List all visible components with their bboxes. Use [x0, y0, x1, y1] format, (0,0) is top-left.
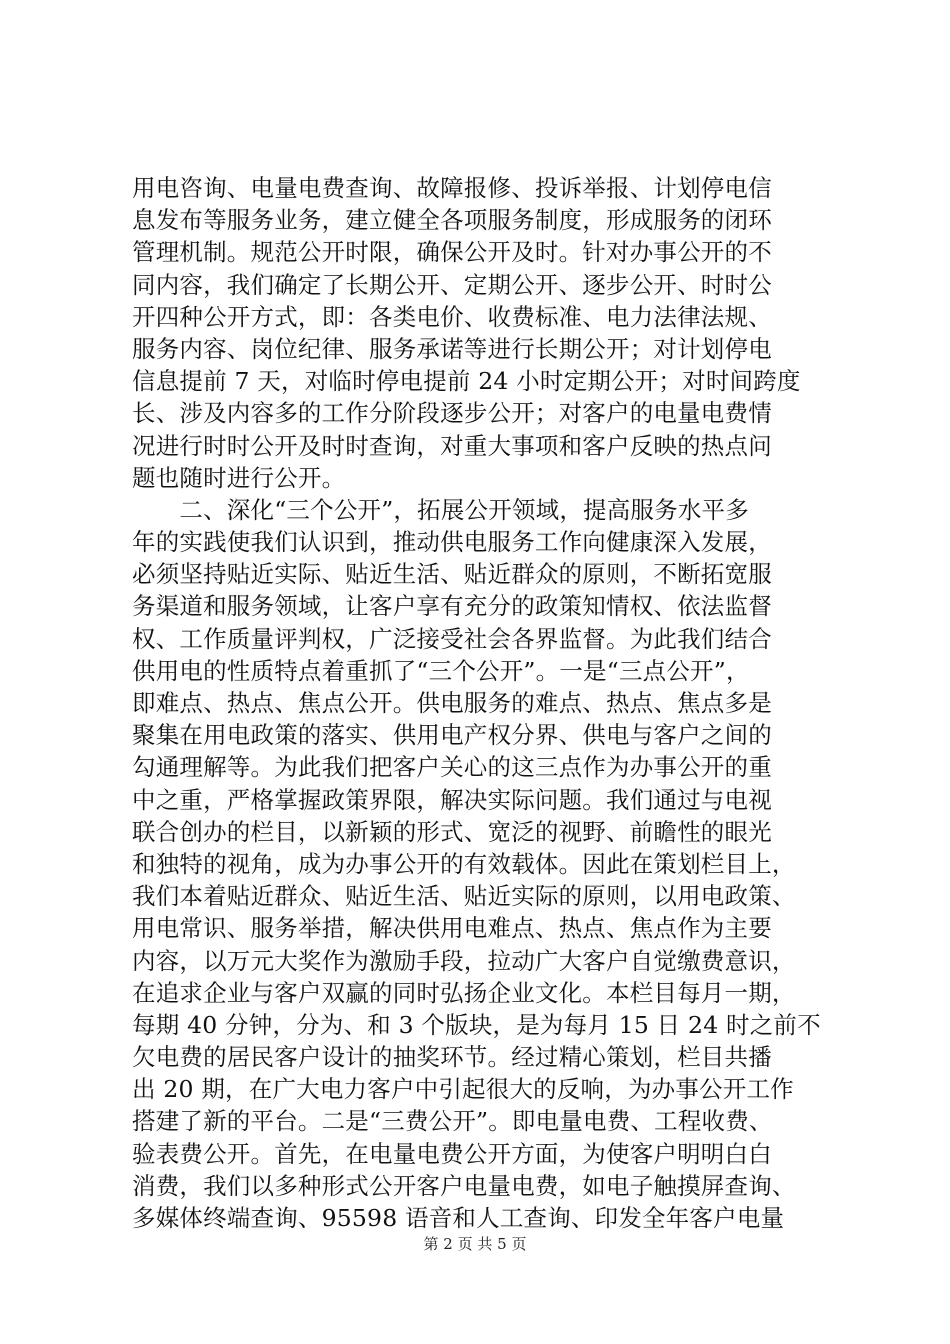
text-line: 必须坚持贴近实际、贴近生活、贴近群众的原则，不断拓宽服	[132, 560, 772, 589]
text-line: 况进行时时公开及时时查询，对重大事项和客户反映的热点问	[132, 431, 772, 460]
text-line: 服务内容、岗位纪律、服务承诺等进行长期公开；对计划停电	[132, 334, 772, 363]
text-line: 二、深化“三个公开”，拓展公开领域，提高服务水平多	[132, 495, 749, 524]
text-line: 搭建了新的平台。二是“三费公开”。即电量电费、工程收费、	[132, 1107, 773, 1136]
text-line: 务渠道和服务领域，让客户享有充分的政策知情权、依法监督	[132, 592, 772, 621]
text-line: 我们本着贴近群众、贴近生活、贴近实际的原则，以用电政策、	[132, 882, 796, 911]
text-line: 每期 40 分钟，分为、和 3 个版块，是为每月 15 日 24 时之前不	[132, 1010, 821, 1039]
text-line: 和独特的视角，成为办事公开的有效载体。因此在策划栏目上，	[132, 849, 796, 878]
text-line: 中之重，严格掌握政策界限，解决实际问题。我们通过与电视	[132, 785, 772, 814]
text-line: 用电常识、服务举措，解决供用电难点、热点、焦点作为主要	[132, 914, 772, 943]
text-line: 权、工作质量评判权，广泛接受社会各界监督。为此我们结合	[132, 624, 772, 653]
text-line: 在追求企业与客户双赢的同时弘扬企业文化。本栏目每月一期，	[132, 978, 796, 1007]
text-line: 开四种公开方式，即：各类电价、收费标准、电力法律法规、	[132, 302, 772, 331]
text-line: 勾通理解等。为此我们把客户关心的这三点作为办事公开的重	[132, 753, 772, 782]
text-line: 题也随时进行公开。	[132, 463, 346, 492]
text-line: 内容，以万元大奖作为激励手段，拉动广大客户自觉缴费意识，	[132, 946, 796, 975]
text-line: 消费，我们以多种形式公开客户电量电费，如电子触摸屏查询、	[132, 1171, 796, 1200]
text-line: 即难点、热点、焦点公开。供电服务的难点、热点、焦点多是	[132, 689, 772, 717]
text-line: 验表费公开。首先，在电量电费公开方面，为使客户明明白白	[132, 1139, 772, 1168]
text-line: 管理机制。规范公开时限，确保公开及时。针对办事公开的不	[132, 238, 772, 267]
text-line: 年的实践使我们认识到，推动供电服务工作向健康深入发展，	[132, 528, 772, 557]
text-line: 信息提前 7 天，对临时停电提前 24 小时定期公开；对时间跨度	[132, 367, 801, 396]
text-line: 息发布等服务业务，建立健全各项服务制度，形成服务的闭环	[132, 206, 772, 235]
text-line: 出 20 期，在广大电力客户中引起很大的反响，为办事公开工作	[132, 1075, 794, 1104]
text-line: 联合创办的栏目，以新颖的形式、宽泛的视野、前瞻性的眼光	[132, 817, 772, 846]
text-line: 供用电的性质特点着重抓了“三个公开”。一是“三点公开”，	[132, 656, 750, 685]
text-line: 长、涉及内容多的工作分阶段逐步公开；对客户的电量电费情	[132, 399, 772, 428]
page-number-footer: 第 2 页 共 5 页	[423, 1235, 527, 1253]
text-line: 欠电费的居民客户设计的抽奖环节。经过精心策划，栏目共播	[132, 1043, 772, 1072]
text-line: 聚集在用电政策的落实、供用电产权分界、供电与客户之间的	[132, 721, 772, 750]
text-line: 多媒体终端查询、95598 语音和人工查询、印发全年客户电量	[132, 1204, 785, 1232]
body-text	[132, 172, 832, 1234]
text-line: 用电咨询、电量电费查询、故障报修、投诉举报、计划停电信	[132, 174, 772, 202]
text-line: 同内容，我们确定了长期公开、定期公开、逐步公开、时时公	[132, 270, 772, 299]
